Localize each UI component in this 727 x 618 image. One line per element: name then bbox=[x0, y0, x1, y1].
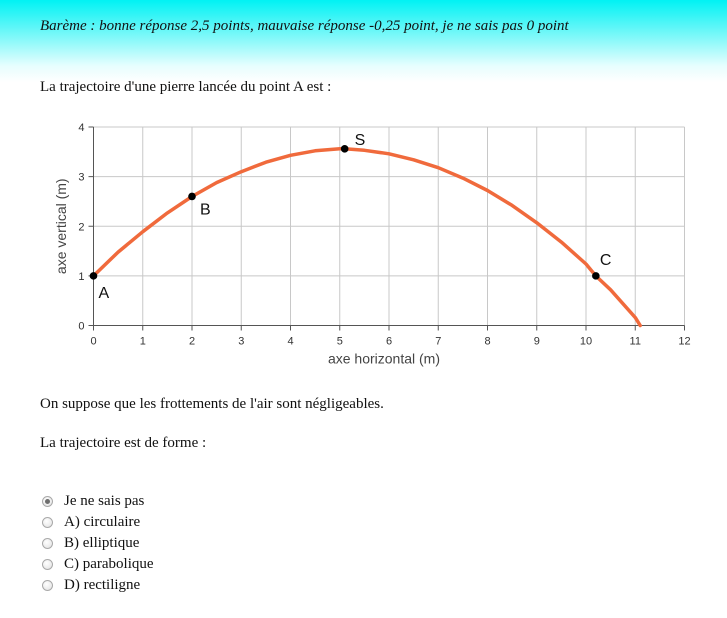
radio-button[interactable] bbox=[42, 496, 53, 507]
radio-button[interactable] bbox=[42, 517, 53, 528]
question-intro: La trajectoire d'une pierre lancée du point A est : bbox=[40, 79, 332, 95]
x-tick-label: 8 bbox=[484, 335, 491, 348]
radio-button[interactable] bbox=[42, 580, 53, 591]
point-a-label: A bbox=[98, 284, 110, 302]
x-tick-label: 10 bbox=[579, 335, 593, 348]
radio-button[interactable] bbox=[42, 559, 53, 570]
y-tick-label: 2 bbox=[78, 221, 85, 234]
x-tick-label: 9 bbox=[533, 335, 540, 348]
point-c-label: C bbox=[599, 251, 612, 269]
option-label: Je ne sais pas bbox=[64, 493, 145, 509]
y-tick-label: 1 bbox=[78, 270, 85, 283]
scoring-rules: Barème : bonne réponse 2,5 points, mauvaise réponse -0,25 point, je ne sais pas 0 point bbox=[40, 18, 569, 34]
x-axis-title: axe horizontal (m) bbox=[327, 350, 441, 367]
option-label: B) elliptique bbox=[64, 535, 140, 551]
x-tick-label: 11 bbox=[629, 335, 641, 348]
x-tick-label: 6 bbox=[385, 335, 393, 348]
y-tick-label: 0 bbox=[78, 320, 85, 333]
point-s-marker bbox=[341, 145, 349, 153]
x-tick-label: 12 bbox=[678, 335, 691, 348]
answer-options bbox=[42, 491, 154, 596]
x-tick-label: 7 bbox=[435, 335, 442, 348]
option-label: D) rectiligne bbox=[64, 577, 141, 593]
x-tick-label: 3 bbox=[238, 335, 245, 348]
point-b-marker bbox=[188, 193, 196, 201]
option-label: A) circulaire bbox=[64, 514, 141, 530]
option-d-rectiligne[interactable] bbox=[42, 575, 154, 596]
x-tick-label: 0 bbox=[90, 335, 97, 348]
x-tick-label: 2 bbox=[188, 335, 196, 348]
point-a-marker bbox=[90, 272, 98, 280]
point-b-label: B bbox=[200, 201, 211, 219]
point-s-label: S bbox=[354, 131, 366, 149]
y-axis-title: axe vertical (m) bbox=[53, 178, 69, 275]
question-text: La trajectoire est de forme : bbox=[40, 435, 207, 451]
y-tick-label: 3 bbox=[78, 171, 85, 184]
radio-button[interactable] bbox=[42, 538, 53, 549]
option-label: C) parabolique bbox=[64, 556, 154, 572]
point-c-marker bbox=[592, 272, 600, 280]
option-c-parabolique[interactable] bbox=[42, 554, 154, 575]
option-b-elliptique[interactable] bbox=[42, 533, 154, 554]
x-tick-label: 4 bbox=[287, 335, 294, 348]
x-tick-label: 1 bbox=[139, 335, 146, 348]
option-dont-know[interactable] bbox=[42, 491, 154, 512]
option-a-circulaire[interactable] bbox=[42, 512, 154, 533]
y-tick-label: 4 bbox=[78, 122, 85, 134]
friction-statement: On suppose que les frottements de l'air sont négligeables. bbox=[40, 396, 384, 412]
x-tick-label: 5 bbox=[336, 335, 343, 348]
